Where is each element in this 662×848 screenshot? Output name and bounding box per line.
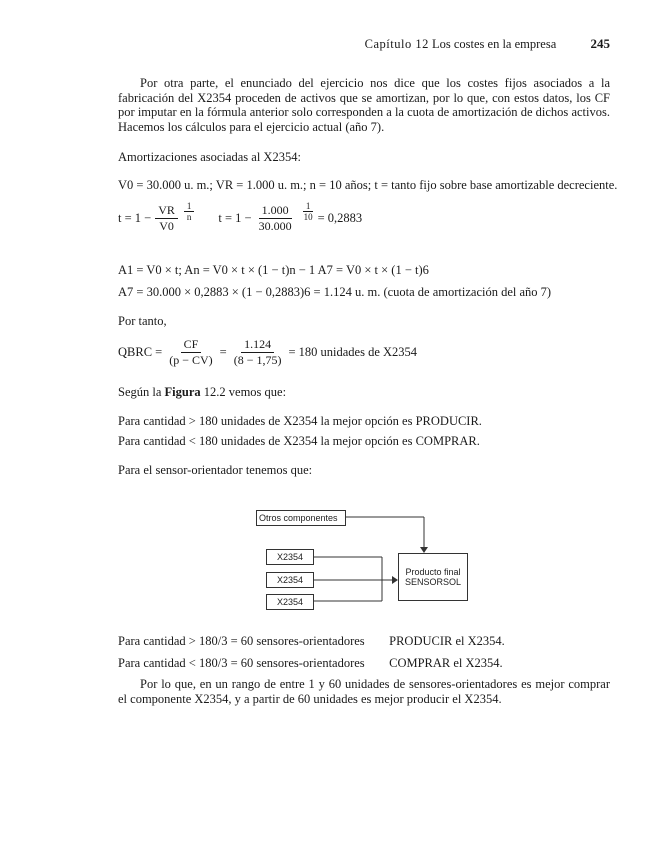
fraction-1000-30000 (256, 203, 295, 234)
fraction-numerator: VR (155, 203, 178, 219)
sensor-decision-condition: Para cantidad < 180/3 = 60 sensores-orientadores (118, 656, 365, 670)
exponent-numerator: 1 (303, 201, 314, 212)
exponent-denominator: 10 (303, 212, 313, 222)
page-number: 245 (590, 36, 610, 51)
fraction-numerator: CF (181, 337, 202, 353)
formula-q-result: = 180 unidades de X2354 (288, 345, 418, 359)
component-x2354-box-3: X2354 (266, 594, 314, 610)
segun-post: 12.2 vemos que: (203, 385, 287, 399)
exponent-denominator: n (186, 212, 192, 222)
decision-buy: Para cantidad < 180 unidades de X2354 la mejor opción es COMPRAR. (118, 434, 480, 448)
intro-paragraph: Por otra parte, el enunciado del ejercicio nos dice que los costes fijos asociados a la fabricación del X2354 proceden de activos que se amortizan, por lo que, con estos datos, los CF por imputar en la fórmula anterior solo corresponden a la cuota de amortización de dichos activos. Hacemos los cálculos para el ejercicio actual (año 7). (118, 76, 610, 134)
formula-t-result: = 0,2883 (317, 211, 363, 225)
segun-pre: Según la (118, 385, 162, 399)
fraction-numerator: 1.000 (259, 203, 292, 219)
equals-sign: = (219, 345, 227, 359)
component-x2354-box-2: X2354 (266, 572, 314, 588)
chapter-title: Los costes en la empresa (431, 37, 557, 51)
parameters-line: V0 = 30.000 u. m.; VR = 1.000 u. m.; n = 10 años; t = tanto fijo sobre base amortizable decreciente. (118, 178, 618, 192)
components-diagram (252, 502, 502, 620)
formula-a7: A7 = 30.000 × 0,2883 × (1 − 0,2883)6 = 1.124 u. m. (cuota de amortización del año 7) (118, 285, 552, 299)
fraction-vr-v0 (155, 203, 178, 234)
fraction-numerator: 1.124 (241, 337, 274, 353)
fraction-denominator: V0 (159, 219, 174, 233)
formula-q-lhs: QBRC = (118, 345, 163, 359)
sensor-decision-condition: Para cantidad > 180/3 = 60 sensores-orientadores (118, 634, 365, 648)
final-product-label: Producto final (405, 567, 461, 577)
conclusion-paragraph: Por lo que, en un rango de entre 1 y 60 unidades de sensores-orientadores es mejor comprar el componente X2354, y a partir de 60 unidades es mejor producir el X2354. (118, 677, 610, 706)
formula-a: A1 = V0 × t; An = V0 × t × (1 − t)n − 1 A7 = V0 × t × (1 − t)6 (118, 263, 429, 277)
final-product-name: SENSORSOL (404, 577, 462, 587)
figure-reference: Figura (164, 385, 201, 399)
other-components-box: Otros componentes (256, 510, 346, 526)
chapter-label: Capítulo 12 (364, 37, 429, 51)
formula-t-lhs: t = 1 − (118, 211, 152, 225)
fraction-denominator: 30.000 (258, 219, 292, 233)
sensor-decision-buy (118, 656, 503, 671)
final-product-box (398, 553, 468, 601)
exponent-numerator: 1 (184, 201, 195, 212)
sensor-decision-action: COMPRAR el X2354. (389, 656, 503, 670)
sensor-decision-produce (118, 634, 505, 649)
exponent-fraction (301, 201, 316, 222)
exponent-fraction (184, 201, 195, 222)
amortization-title: Amortizaciones asociadas al X2354: (118, 150, 301, 164)
formula-t (118, 203, 362, 234)
por-tanto: Por tanto, (118, 314, 167, 328)
sensor-decision-action: PRODUCIR el X2354. (389, 634, 505, 648)
segun-figura (118, 385, 286, 400)
fraction-denominator: (8 − 1,75) (233, 353, 282, 367)
fraction-denominator: (p − CV) (169, 353, 213, 367)
fraction-cf-pcv (166, 337, 215, 368)
component-x2354-box-1: X2354 (266, 549, 314, 565)
decision-produce: Para cantidad > 180 unidades de X2354 la mejor opción es PRODUCIR. (118, 414, 482, 428)
running-header (365, 36, 610, 52)
fraction-values (231, 337, 285, 368)
formula-t-mid: t = 1 − (218, 211, 252, 225)
sensor-intro: Para el sensor-orientador tenemos que: (118, 463, 313, 477)
formula-q (118, 337, 417, 368)
